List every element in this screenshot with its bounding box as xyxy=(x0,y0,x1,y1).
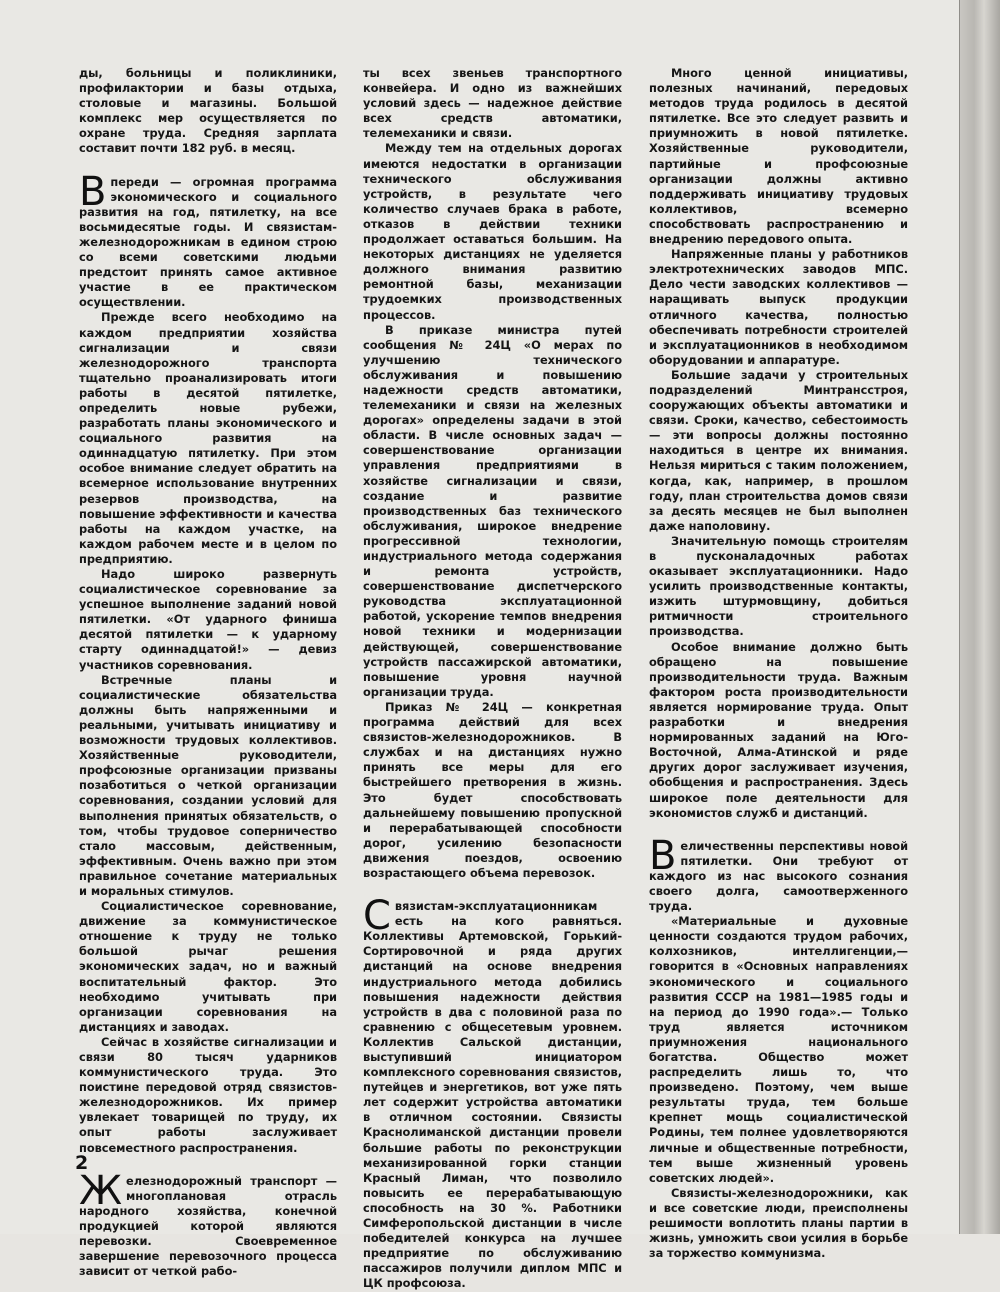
binding-edge xyxy=(959,0,1000,1234)
paragraph-text: еличественны перспективы новой пятилетки. Они требуют от каждого из нас высокого сознания своего долга, самоотверженного труда. xyxy=(649,838,908,914)
drop-cap: В xyxy=(79,168,107,215)
paragraph: Приказ № 24Ц — конкретная программа действий для всех связистов-железнодорожников. В службах и на дистанциях нужно принять все меры для его быстрейшего претворения в жизнь. Это будет способствовать дальнейшему повышению пропускной и перерабатывающей способности дорог, усилению безопасности движения поездов, освоению возрастающего объема перевозок. xyxy=(363,699,622,880)
paragraph: «Материальные и духовные ценности создаются трудом рабочих, колхозников, интеллигенции,— говорится в «Основных направлениях экономического и социального развития СССР на 1981—1985 годы и на период до 1990 года».— Только труд является источником приумножения национального богатства. Общество может распределить лишь то, что произведено. Поэтому, чем выше результаты труда, тем больше крепнет мощь социалистической Родины, тем полнее удовлетворяются личные и общественные потребности, тем выше жизненный уровень советских людей». xyxy=(649,914,908,1185)
paragraph: Большие задачи у строительных подразделений Минтрансстроя, сооружающих объекты автоматики и связи. Сроки, качество, себестоимость — эти вопросы должны постоянно находиться в центре их внимания. Нельзя мириться с таким положением, когда, как, например, в прошлом году, план строительства домов связи за десять месяцев не был выполнен даже наполовину. xyxy=(649,367,908,533)
paragraph: ты всех звеньев транспортного конвейера. И одно из важнейших условий здесь — надежное действие всех средств автоматики, телемеханики и связи. xyxy=(363,66,622,141)
paragraph: Связисты-железнодорожники, как и все советские люди, преисполнены решимости воплотить планы партии в жизнь, умножить свои усилия в борьбе за торжество коммунизма. xyxy=(649,1185,908,1261)
paragraph: Социалистическое соревнование, движение за коммунистическое отношение к труду не только большой рычаг решения экономических задач, но и важный воспитательный фактор. Это необходимо учитывать при организации соревнования на дистанциях и заводах. xyxy=(79,899,337,1034)
paragraph-text: вязистам-эксплуатационникам есть на кого равняться. Коллективы Артемовской, Горький-Сортировочной и ряда других дистанций на основе внедрения индустриального метода добились повышения надежности действия устройств в два с половиной раза по сравнению с общесетевым уровнем. Коллектив Сальской дистанции, выступивший инициатором комплексного соревнования связистов, путейцев и энергетиков, вот уже пять лет содержит устройства автоматики в отличном состоянии. Связисты Краснолиманской дистанции провели большие работы по реконструкции механизированной горки станции Красный Лиман, что позволило повысить ее перерабатывающую способность на 30 %. Работники Симферопольской дистанции в числе победителей конкурса на лучшее предприятие по обслуживанию пассажиров получили диплом МПС и ЦК профсоюза. xyxy=(363,899,622,1291)
paragraph: Значительную помощь строителям в пусконаладочных работах оказывает эксплуатационники. Надо усилить производственные контакты, изжить штурмовщину, добиться ритмичности строительного производства. xyxy=(649,533,908,639)
paragraph: Напряженные планы у работников электротехнических заводов МПС. Дело чести заводских коллективов — наращивать выпуск продукции отличного качества, полностью обеспечивать потребности строителей и эксплуатационников в необходимом оборудовании и аппаратуре. xyxy=(649,247,908,367)
paragraph-drop-cap xyxy=(363,893,622,1291)
paragraph: Прежде всего необходимо на каждом предприятии хозяйства сигнализации и связи железнодорожного транспорта тщательно проанализировать итоги работы в десятой пятилетке, определить новые рубежи, разработать планы экономического и социального развития на одиннадцатую пятилетку. При этом особое внимание следует обратить на всемерное использование внутренних резервов производства, на повышение эффективности и качества работы на каждом участке, на каждом рабочем месте и в целом по предприятию. xyxy=(79,310,337,566)
paragraph: Сейчас в хозяйстве сигнализации и связи 80 тысяч ударников коммунистического труда. Это поистине передовой отряд связистов-железнодорожников. Их пример увлекает товарищей по труду, их опыт работы заслуживает повсеместного распространения. xyxy=(79,1034,337,1155)
text-column-1 xyxy=(79,66,337,1279)
paragraph: Надо широко развернуть социалистическое соревнование за успешное выполнение заданий новой пятилетки. «От ударного финиша десятой пятилетки — к ударному старту одиннадцатой!» — девиз участников соревнования. xyxy=(79,567,337,672)
paragraph: Особое внимание должно быть обращено на повышение производительности труда. Важным фактором роста производительности является нормирование труда. Опыт разработки и внедрения нормированных заданий на Юго-Восточной, Алма-Атинской и ряде других дорог заслуживает изучения, обобщения и распространения. Здесь широкое поле деятельности для экономистов служб и дистанций. xyxy=(649,639,908,820)
drop-cap: С xyxy=(363,893,391,940)
text-column-3 xyxy=(649,66,908,1261)
text-column-2 xyxy=(363,66,622,1292)
paragraph: ды, больницы и поликлиники, профилактории и базы отдыха, столовые и магазины. Большой комплекс мер осуществляется по охране труда. Средняя зарплата составит почти 182 руб. в месяц. xyxy=(79,66,337,156)
paragraph: Между тем на отдельных дорогах имеются недостатки в организации технического обслуживания устройств, в результате чего количество случаев брака в работе, отказов в действии техники продолжает оставаться большим. На некоторых дистанциях не уделяется должного внимания развитию ремонтной базы, механизации трудоемких производственных процессов. xyxy=(363,141,622,322)
drop-cap: В xyxy=(649,832,677,879)
paragraph-drop-cap xyxy=(649,832,908,914)
paragraph: Встречные планы и социалистические обязательства должны быть напряженными и реальными, учитывать инициативу и возможности трудовых коллективов. Хозяйственные руководители, профсоюзные организации призваны позаботиться о четкой организации соревнования, создании условий для выполнения принятых обязательств, о том, чтобы трудовое соперничество стало массовым, действенным, эффективным. Очень важно при этом правильное сочетание материальных и моральных стимулов. xyxy=(79,672,337,898)
paragraph: Много ценной инициативы, полезных начинаний, передовых методов труда родилось в десятой пятилетке. Все это следует развить и приумножить в новой пятилетке. Хозяйственные руководители, партийные и профсоюзные организации должны активно поддерживать инициативу трудовых коллективов, всемерно способствовать распространению и внедрению передового опыта. xyxy=(649,66,908,247)
paragraph: В приказе министра путей сообщения № 24Ц «О мерах по улучшению технического обслуживания и повышению надежности средств автоматики, телемеханики и связи на железных дорогах» определены задачи в этой области. В числе основных задач — совершенствование организации управления предприятиями в хозяйстве сигнализации и связи, создание и развитие производственных баз технического обслуживания, широкое внедрение прогрессивной технологии, индустриального метода содержания и ремонта устройств, совершенствование диспетчерского руководства эксплуатационной работой, ускорение темпов внедрения новой техники и модернизации действующей, совершенствование устройств пассажирской автоматики, повышение уровня научной организации труда. xyxy=(363,322,622,699)
drop-cap: Ж xyxy=(79,1167,123,1214)
paragraph-drop-cap xyxy=(79,1167,337,1280)
paragraph-text: елезнодорожный транспорт — многоплановая отрасль народного хозяйства, конечной продукцией которой являются перевозки. Своевременное завершение перевозочного процесса зависит от четкой рабо- xyxy=(79,1173,337,1279)
paragraph-drop-cap xyxy=(79,168,337,311)
paragraph-text: переди — огромная программа экономического и социального развития на год, пятилетку, на все восьмидесятые годы. И связистам-железнодорожникам в едином строю со всеми советскими людьми предстоит принять самое активное участие в ее практическом осуществлении. xyxy=(79,174,337,310)
page-number: 2 xyxy=(75,1152,89,1174)
